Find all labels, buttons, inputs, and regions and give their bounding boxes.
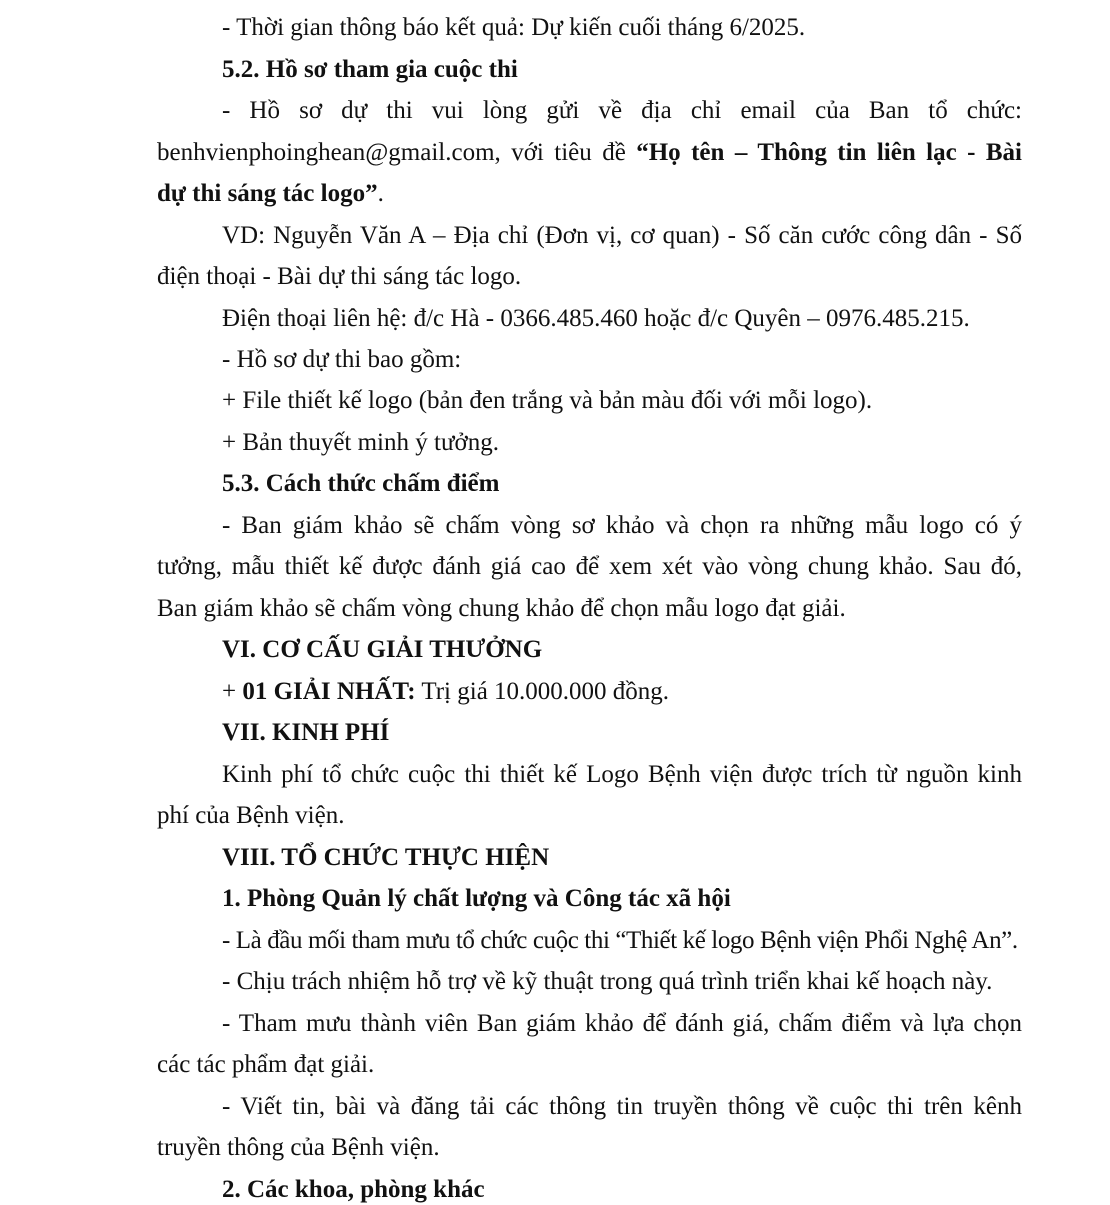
section-5-2-heading: 5.2. Hồ sơ tham gia cuộc thi (222, 56, 518, 83)
budget-line-1: Kinh phí tổ chức cuộc thi thiết kế Logo Bệnh viện được trích từ nguồn kinh (222, 761, 1022, 788)
duty-line-4: các tác phẩm đạt giải. (157, 1051, 375, 1078)
contact-phone: Điện thoại liên hệ: đ/c Hà - 0366.485.460 hoặc đ/c Quyên – 0976.485.215. (222, 305, 970, 332)
dossier-item-explanation: + Bản thuyết minh ý tưởng. (222, 429, 499, 456)
subsection-1-heading: 1. Phòng Quản lý chất lượng và Công tác xã hội (222, 885, 731, 912)
submission-instruction-line-3: dự thi sáng tác logo”. (157, 180, 384, 207)
result-announcement-time: - Thời gian thông báo kết quả: Dự kiến cuối tháng 6/2025. (222, 14, 806, 41)
dossier-includes: - Hồ sơ dự thi bao gồm: (222, 346, 462, 373)
duty-line-1: - Là đầu mối tham mưu tổ chức cuộc thi “Thiết kế logo Bệnh viện Phổi Nghệ An”. (222, 927, 1018, 954)
duty-line-6: truyền thông của Bệnh viện. (157, 1134, 440, 1161)
section-vi-heading: VI. CƠ CẤU GIẢI THƯỞNG (222, 636, 543, 663)
section-5-3-heading: 5.3. Cách thức chấm điểm (222, 470, 500, 497)
scoring-line-1: - Ban giám khảo sẽ chấm vòng sơ khảo và chọn ra những mẫu logo có ý (222, 512, 1022, 539)
submission-instruction-line-2: benhvienphoinghean@gmail.com, với tiêu đề “Họ tên – Thông tin liên lạc - Bài (157, 139, 1022, 166)
example-line-1: VD: Nguyễn Văn A – Địa chỉ (Đơn vị, cơ quan) - Số căn cước công dân - Số (222, 222, 1022, 249)
duty-line-5: - Viết tin, bài và đăng tải các thông tin truyền thông về cuộc thi trên kênh (222, 1093, 1022, 1120)
example-line-2: điện thoại - Bài dự thi sáng tác logo. (157, 263, 522, 290)
duty-line-2: - Chịu trách nhiệm hỗ trợ về kỹ thuật trong quá trình triển khai kế hoạch này. (222, 968, 993, 995)
subsection-2-heading: 2. Các khoa, phòng khác (222, 1176, 485, 1203)
scoring-line-3: Ban giám khảo sẽ chấm vòng chung khảo để chọn mẫu logo đạt giải. (157, 595, 846, 622)
first-prize: + 01 GIẢI NHẤT: Trị giá 10.000.000 đồng. (222, 678, 670, 705)
dossier-item-logo-file: + File thiết kế logo (bản đen trắng và bản màu đối với mỗi logo). (222, 387, 873, 414)
section-vii-heading: VII. KINH PHÍ (222, 719, 390, 746)
submission-instruction-line-1: - Hồ sơ dự thi vui lòng gửi về địa chỉ email của Ban tổ chức: (222, 97, 1022, 124)
budget-line-2: phí của Bệnh viện. (157, 802, 345, 829)
duty-line-3: - Tham mưu thành viên Ban giám khảo để đánh giá, chấm điểm và lựa chọn (222, 1010, 1022, 1037)
scoring-line-2: tưởng, mẫu thiết kế được đánh giá cao để xem xét vào vòng chung khảo. Sau đó, (157, 553, 1022, 580)
section-viii-heading: VIII. TỔ CHỨC THỰC HIỆN (222, 844, 550, 871)
